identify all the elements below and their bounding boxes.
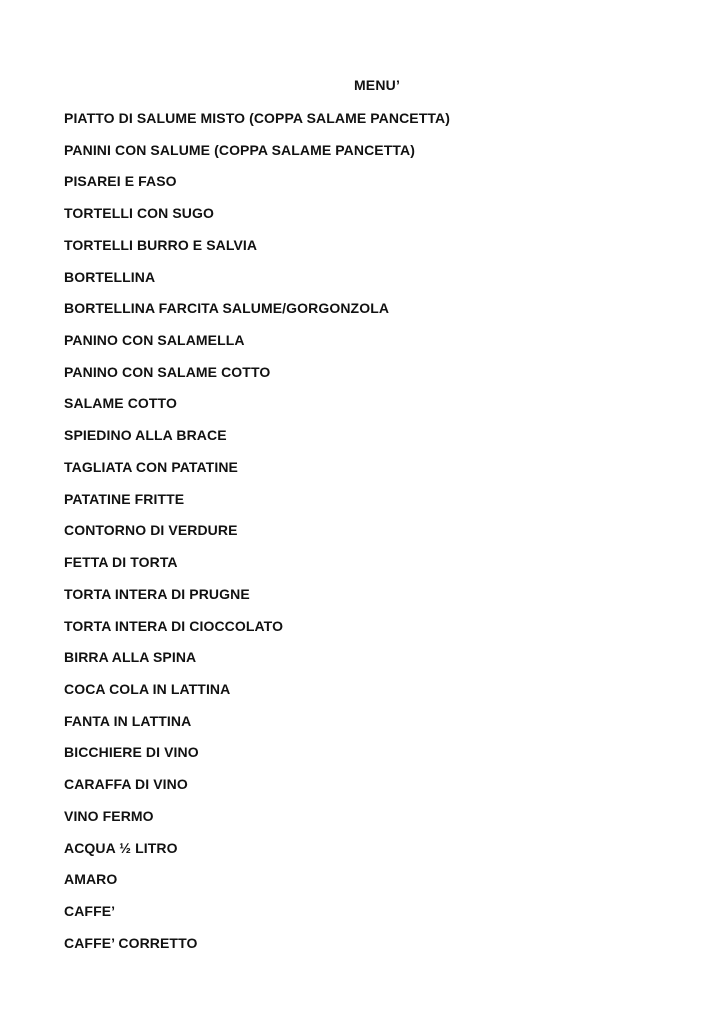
menu-item: TORTA INTERA DI PRUGNE [64, 585, 250, 602]
menu-item: FANTA IN LATTINA [64, 712, 192, 729]
menu-item: CAFFE’ CORRETTO [64, 934, 198, 951]
menu-item: CONTORNO DI VERDURE [64, 522, 238, 539]
menu-item: BORTELLINA [64, 268, 156, 285]
menu-item: VINO FERMO [64, 807, 154, 824]
menu-item: TORTELLI CON SUGO [64, 205, 214, 222]
menu-item: TORTELLI BURRO E SALVIA [64, 236, 258, 253]
menu-item: SALAME COTTO [64, 395, 177, 412]
menu-item: PANINO CON SALAME COTTO [64, 363, 271, 380]
menu-item: BIRRA ALLA SPINA [64, 649, 197, 666]
menu-item: PATATINE FRITTE [64, 490, 185, 507]
menu-item: TORTA INTERA DI CIOCCOLATO [64, 617, 284, 634]
menu-item: FETTA DI TORTA [64, 554, 178, 571]
menu-item: PIATTO DI SALUME MISTO (COPPA SALAME PANCETTA) [64, 110, 450, 126]
menu-item: BICCHIERE DI VINO [64, 744, 199, 761]
menu-item: PANINO CON SALAMELLA [64, 332, 245, 349]
menu-item: AMARO [64, 871, 118, 888]
menu-item: PISAREI E FASO [64, 173, 177, 190]
menu-item: PANINI CON SALUME (COPPA SALAME PANCETTA) [64, 141, 415, 158]
menu-list [64, 109, 450, 965]
page-title: MENU’ [353, 77, 401, 93]
menu-item: ACQUA ½ LITRO [64, 839, 178, 856]
menu-item: TAGLIATA CON PATATINE [64, 458, 238, 475]
menu-item: CARAFFA DI VINO [64, 776, 188, 793]
menu-item: SPIEDINO ALLA BRACE [64, 427, 227, 444]
menu-item: CAFFE’ [64, 902, 116, 919]
menu-item: BORTELLINA FARCITA SALUME/GORGONZOLA [64, 300, 390, 317]
menu-item: COCA COLA IN LATTINA [64, 680, 231, 697]
